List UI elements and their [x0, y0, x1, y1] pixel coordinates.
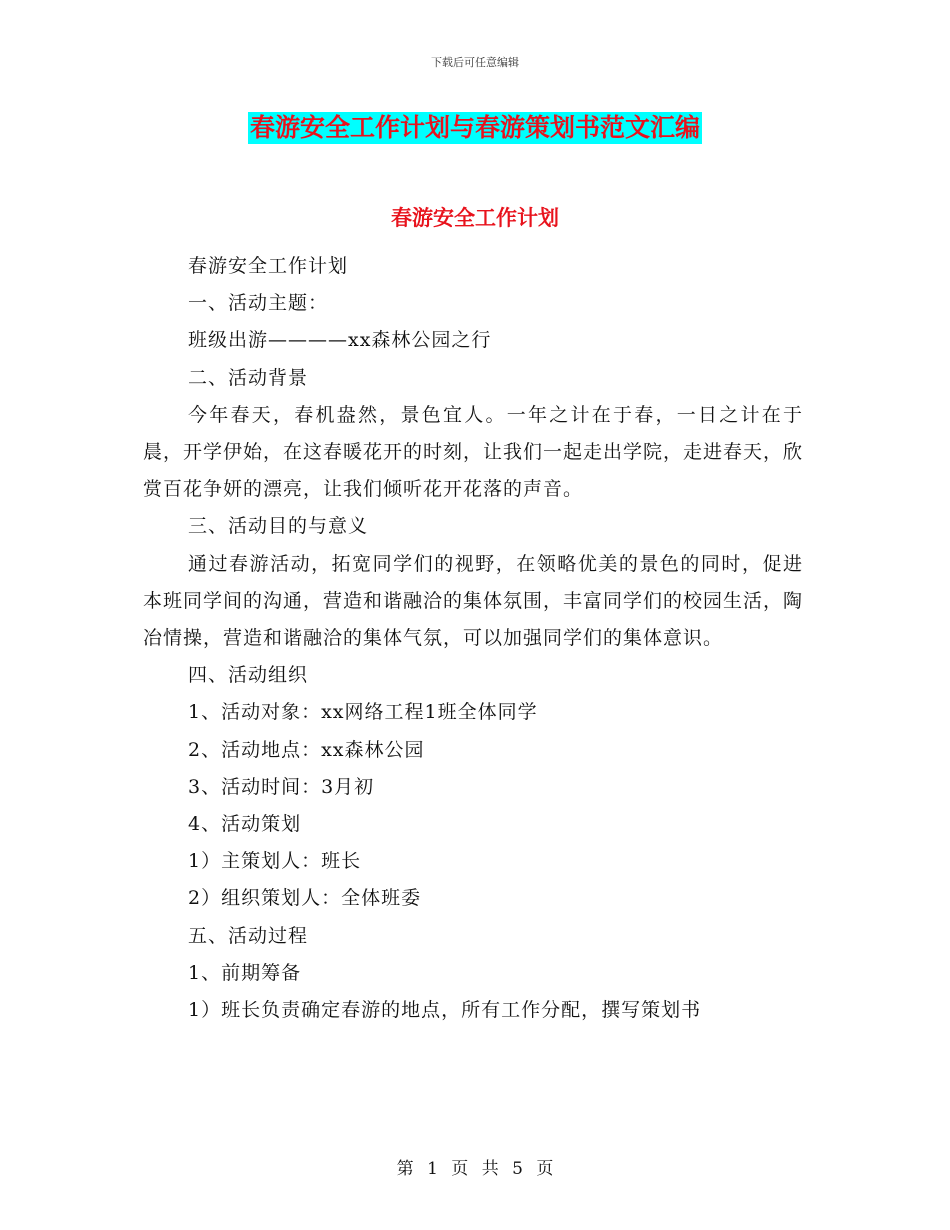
section-title: 春游安全工作计划	[391, 205, 559, 230]
paragraph-planning: 4、活动策划	[188, 813, 302, 836]
heading-activity-theme: 一、活动主题：	[188, 292, 329, 315]
paragraph-target: 1、活动对象：xx网络工程1班全体同学	[188, 701, 538, 724]
paragraph-theme: 班级出游————xx森林公园之行	[188, 329, 492, 352]
paragraph-preparation: 1、前期筹备	[188, 961, 302, 984]
paragraph-doc-title: 春游安全工作计划	[188, 255, 349, 277]
document-body	[143, 248, 803, 1029]
paragraph-monitor-duty: 1）班长负责确定春游的地点，所有工作分配，撰写策划书	[188, 999, 702, 1022]
paragraph-time: 3、活动时间：3月初	[188, 775, 375, 798]
heading-background: 二、活动背景	[188, 366, 309, 389]
heading-process: 五、活动过程	[188, 924, 309, 947]
heading-organization: 四、活动组织	[188, 664, 309, 687]
main-title: 春游安全工作计划与春游策划书范文汇编	[249, 113, 700, 142]
header-note: 下载后可任意编辑	[431, 56, 519, 69]
paragraph-location: 2、活动地点：xx森林公园	[188, 738, 425, 761]
main-title-wrap	[0, 112, 950, 144]
paragraph-main-planner: 1）主策划人：班长	[188, 850, 362, 873]
page-footer: 第 1 页 共 5 页	[396, 1159, 554, 1179]
paragraph-org-planner: 2）组织策划人：全体班委	[188, 887, 422, 910]
paragraph-background: 今年春天，春机盎然，景色宜人。一年之计在于春，一日之计在于晨，开学伊始，在这春暖花开的时刻，让我们一起走出学院，走进春天，欣赏百花争妍的漂亮，让我们倾听花开花落的声音。	[143, 403, 804, 501]
heading-purpose: 三、活动目的与意义	[188, 515, 369, 538]
paragraph-purpose: 通过春游活动，拓宽同学们的视野，在领略优美的景色的同时，促进本班同学间的沟通，营造和谐融洽的集体氛围，丰富同学们的校园生活，陶冶情操，营造和谐融洽的集体气氛，可以加强同学们的集体意识。	[143, 552, 804, 650]
